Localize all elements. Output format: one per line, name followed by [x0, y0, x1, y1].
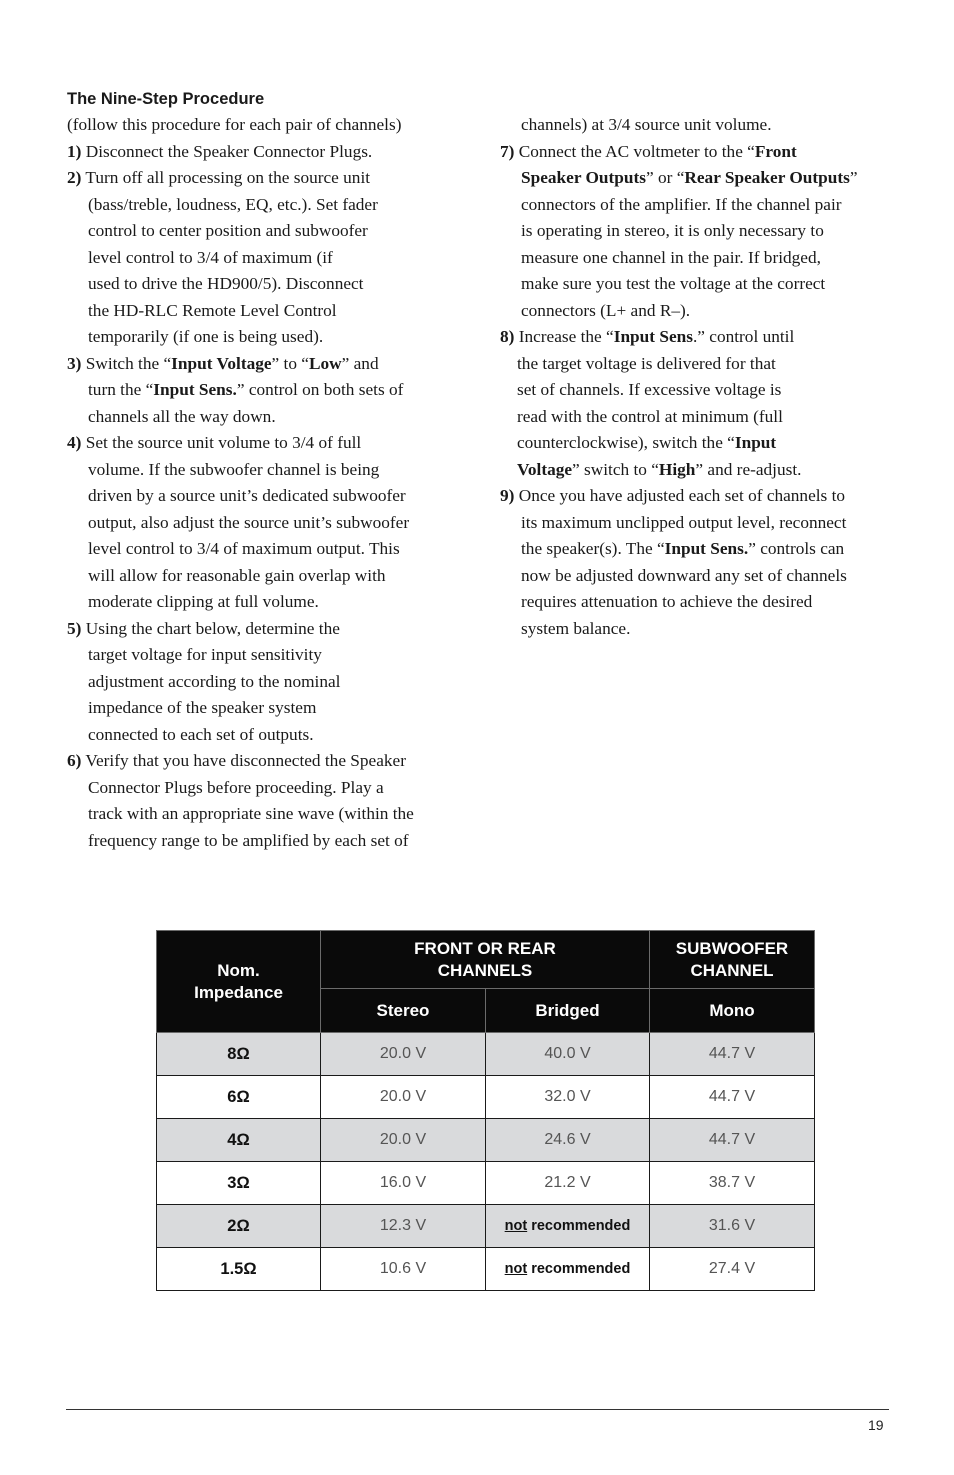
step-9: 9) Once you have adjusted each set of channels to its maximum unclipped output level, reconnect the speaker(s). The “Input Sens.” controls can now be adjusted downward any set of channels requires attenuation to achieve the desired system balance. [500, 483, 900, 642]
header-subwoofer: SUBWOOFER CHANNEL [650, 931, 815, 989]
step-number: 5) [67, 618, 82, 638]
section-heading: The Nine-Step Procedure [67, 90, 265, 108]
step-number: 1) [67, 141, 82, 161]
step-number: 4) [67, 433, 82, 452]
step-1: 1) Disconnect the Speaker Connector Plugs. [67, 139, 462, 166]
left-column [67, 86, 462, 854]
header-stereo: Stereo [321, 989, 486, 1033]
header-mono: Mono [650, 989, 815, 1033]
step-3: 3) Switch the “Input Voltage” to “Low” and turn the “Input Sens.” control on both sets of channels all the way down. [67, 351, 462, 431]
table-row: 3Ω 16.0 V 21.2 V 38.7 V [157, 1162, 815, 1205]
step-number: 6) [67, 751, 82, 770]
table-row: 1.5Ω 10.6 V not recommended 27.4 V [157, 1248, 815, 1291]
header-impedance: Nom. Impedance [157, 931, 321, 1033]
step-number: 9) [500, 486, 515, 505]
page-number: 19 [868, 1417, 884, 1433]
step-5: 5) Using the chart below, determine the target voltage for input sensitivity adjustment according to the nominal impedance of the speaker system connected to each set of outputs. [67, 616, 462, 749]
not-recommended-label: not recommended [486, 1248, 650, 1291]
table-row: 6Ω 20.0 V 32.0 V 44.7 V [157, 1076, 815, 1119]
step-7: 7) Connect the AC voltmeter to the “Front Speaker Outputs” or “Rear Speaker Outputs” connectors of the amplifier. If the channel pair is operating in stereo, it is only necessary to measure one channel in the pair. If bridged, make sure you test the voltage at the correct connectors (L+ and R–). [500, 139, 900, 325]
voltage-table [156, 930, 815, 1291]
table-row: 4Ω 20.0 V 24.6 V 44.7 V [157, 1119, 815, 1162]
step-number: 7) [500, 141, 515, 161]
header-front-rear: FRONT OR REAR CHANNELS [321, 931, 650, 989]
step-8: 8) Increase the “Input Sens.” control until the target voltage is delivered for that set of channels. If excessive voltage is read with the control at minimum (full counterclockwise), switch the “Input Voltage” switch to “High” and re-adjust. [500, 324, 900, 483]
step-4: 4) Set the source unit volume to 3/4 of full volume. If the subwoofer channel is being driven by a source unit’s dedicated subwoofer output, also adjust the source unit’s subwoofer level control to 3/4 of maximum output. This will allow for reasonable gain overlap with moderate clipping at full volume. [67, 430, 462, 616]
right-column [500, 112, 900, 642]
intro-text: (follow this procedure for each pair of channels) [67, 115, 402, 134]
header-bridged: Bridged [486, 989, 650, 1033]
step-number: 2) [67, 168, 82, 187]
table-row: 8Ω 20.0 V 40.0 V 44.7 V [157, 1033, 815, 1076]
step-2: 2) Turn off all processing on the source unit (bass/treble, loudness, EQ, etc.). Set fader control to center position and subwoofer level control to 3/4 of maximum (if used to drive the HD900/5). Disconnect the HD-RLC Remote Level Control temporarily (if one is being used). [67, 165, 462, 351]
step-6-continued: channels) at 3/4 source unit volume. [521, 115, 772, 134]
footer-rule [66, 1409, 889, 1410]
step-6: 6) Verify that you have disconnected the Speaker Connector Plugs before proceeding. Play a track with an appropriate sine wave (within the frequency range to be amplified by each set of [67, 748, 462, 854]
step-number: 8) [500, 327, 515, 346]
not-recommended-label: not recommended [486, 1205, 650, 1248]
table-row: 2Ω 12.3 V not recommended 31.6 V [157, 1205, 815, 1248]
step-number: 3) [67, 353, 82, 373]
